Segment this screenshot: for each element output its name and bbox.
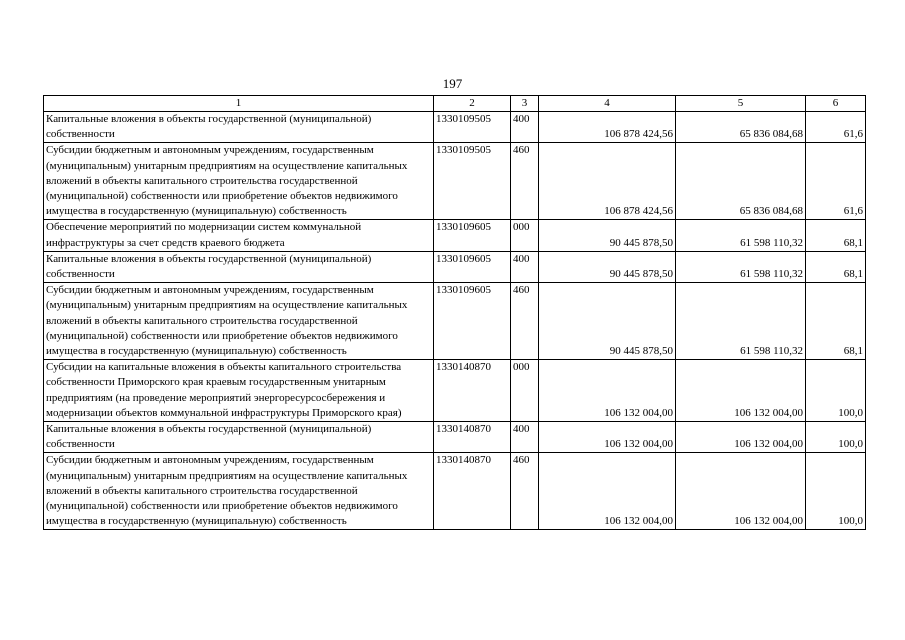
row-type: 000 [511, 220, 539, 251]
table-row [44, 422, 866, 453]
table-row [44, 251, 866, 282]
row-percent: 61,6 [806, 143, 866, 220]
column-header: 3 [511, 96, 539, 112]
row-plan: 90 445 878,50 [539, 251, 676, 282]
row-percent: 68,1 [806, 220, 866, 251]
row-type: 400 [511, 251, 539, 282]
column-header: 5 [676, 96, 806, 112]
row-type: 460 [511, 453, 539, 530]
row-fact: 61 598 110,32 [676, 220, 806, 251]
row-fact: 61 598 110,32 [676, 283, 806, 360]
row-code: 1330109605 [434, 283, 511, 360]
row-plan: 90 445 878,50 [539, 220, 676, 251]
row-code: 1330140870 [434, 422, 511, 453]
row-type: 400 [511, 422, 539, 453]
row-name: Капитальные вложения в объекты государственной (муниципальной) собственности [44, 112, 434, 143]
budget-table [43, 95, 866, 530]
row-type: 460 [511, 283, 539, 360]
row-fact: 106 132 004,00 [676, 422, 806, 453]
table-row [44, 283, 866, 360]
row-name: Субсидии бюджетным и автономным учреждениям, государственным (муниципальным) унитарным предприятиям на осуществление капитальных вложений в объекты капитального строительства государственной (муниципальной) собственности или приобретение объектов недвижимого имущества в государственную (муниципальную) собственность [44, 283, 434, 360]
row-type: 000 [511, 360, 539, 422]
table-row [44, 143, 866, 220]
column-header: 6 [806, 96, 866, 112]
row-fact: 65 836 084,68 [676, 143, 806, 220]
row-type: 400 [511, 112, 539, 143]
row-code: 1330109605 [434, 220, 511, 251]
row-plan: 106 132 004,00 [539, 360, 676, 422]
row-code: 1330140870 [434, 360, 511, 422]
row-code: 1330109605 [434, 251, 511, 282]
row-fact: 106 132 004,00 [676, 453, 806, 530]
row-plan: 106 878 424,56 [539, 112, 676, 143]
column-header: 4 [539, 96, 676, 112]
row-fact: 65 836 084,68 [676, 112, 806, 143]
row-fact: 106 132 004,00 [676, 360, 806, 422]
row-type: 460 [511, 143, 539, 220]
table-row [44, 112, 866, 143]
row-name: Капитальные вложения в объекты государственной (муниципальной) собственности [44, 251, 434, 282]
row-percent: 68,1 [806, 283, 866, 360]
row-name: Капитальные вложения в объекты государственной (муниципальной) собственности [44, 422, 434, 453]
row-plan: 106 878 424,56 [539, 143, 676, 220]
column-number-row [44, 96, 866, 112]
row-plan: 90 445 878,50 [539, 283, 676, 360]
row-percent: 61,6 [806, 112, 866, 143]
row-code: 1330109505 [434, 143, 511, 220]
row-percent: 100,0 [806, 422, 866, 453]
table-row [44, 360, 866, 422]
row-plan: 106 132 004,00 [539, 453, 676, 530]
table-row [44, 453, 866, 530]
row-code: 1330109505 [434, 112, 511, 143]
row-name: Обеспечение мероприятий по модернизации систем коммунальной инфраструктуры за счет средств краевого бюджета [44, 220, 434, 251]
row-name: Субсидии на капитальные вложения в объекты капитального строительства собственности Приморского края краевым государственным унитарным предприятиям (на проведение мероприятий энергоресурсосбережения и модернизации объектов коммунальной инфраструктуры Приморского края) [44, 360, 434, 422]
row-percent: 68,1 [806, 251, 866, 282]
row-code: 1330140870 [434, 453, 511, 530]
column-header: 1 [44, 96, 434, 112]
page-number: 197 [442, 76, 463, 91]
column-header: 2 [434, 96, 511, 112]
row-name: Субсидии бюджетным и автономным учреждениям, государственным (муниципальным) унитарным предприятиям на осуществление капитальных вложений в объекты капитального строительства государственной (муниципальной) собственности или приобретение объектов недвижимого имущества в государственную (муниципальную) собственность [44, 453, 434, 530]
row-fact: 61 598 110,32 [676, 251, 806, 282]
row-percent: 100,0 [806, 360, 866, 422]
table-row [44, 220, 866, 251]
row-plan: 106 132 004,00 [539, 422, 676, 453]
row-name: Субсидии бюджетным и автономным учреждениям, государственным (муниципальным) унитарным предприятиям на осуществление капитальных вложений в объекты капитального строительства государственной (муниципальной) собственности или приобретение объектов недвижимого имущества в государственную (муниципальную) собственность [44, 143, 434, 220]
row-percent: 100,0 [806, 453, 866, 530]
